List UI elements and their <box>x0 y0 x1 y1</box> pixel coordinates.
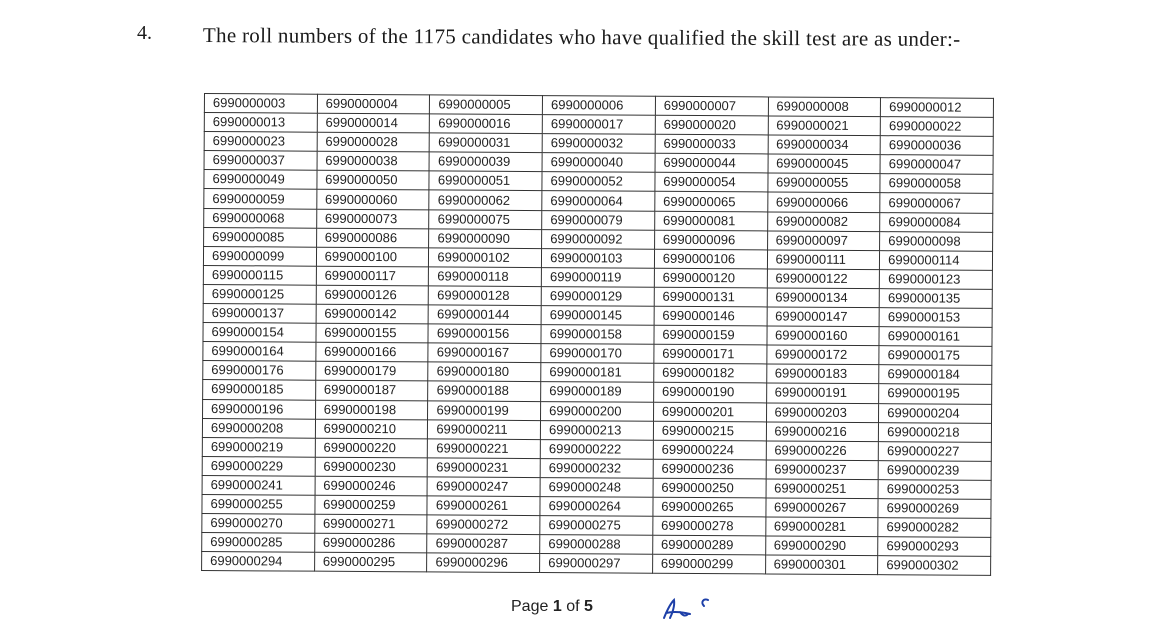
roll-number-cell: 6990000117 <box>316 266 429 286</box>
roll-number-cell: 6990000247 <box>427 477 540 497</box>
roll-number-cell: 6990000111 <box>767 250 880 270</box>
roll-number-cell: 6990000044 <box>655 154 768 174</box>
roll-number-cell: 6990000269 <box>878 499 991 519</box>
roll-number-cell: 6990000067 <box>880 193 993 213</box>
roll-number-cell: 6990000114 <box>880 250 993 270</box>
roll-number-cell: 6990000184 <box>879 365 992 385</box>
roll-number-cell: 6990000264 <box>540 497 653 517</box>
roll-number-cell: 6990000073 <box>316 209 429 229</box>
roll-number-cell: 6990000013 <box>204 113 317 133</box>
roll-number-cell: 6990000120 <box>654 268 767 288</box>
roll-number-cell: 6990000137 <box>203 304 316 324</box>
roll-number-cell: 6990000289 <box>653 535 766 555</box>
roll-number-cell: 6990000047 <box>880 155 993 175</box>
roll-number-cell: 6990000118 <box>429 267 542 287</box>
roll-number-table-container <box>201 93 994 576</box>
roll-number-cell: 6990000045 <box>768 154 881 174</box>
roll-number-cell: 6990000285 <box>202 533 315 553</box>
roll-number-cell: 6990000270 <box>202 514 315 534</box>
roll-number-cell: 6990000038 <box>317 151 430 171</box>
roll-number-cell: 6990000075 <box>429 209 542 229</box>
roll-number-cell: 6990000082 <box>767 212 880 232</box>
roll-number-cell: 6990000125 <box>203 284 316 304</box>
roll-number-cell: 6990000211 <box>428 419 541 439</box>
roll-number-cell: 6990000302 <box>878 556 991 576</box>
roll-number-cell: 6990000021 <box>768 116 881 136</box>
roll-number-cell: 6990000144 <box>428 305 541 325</box>
current-page-number: 1 <box>552 598 562 615</box>
roll-number-cell: 6990000123 <box>880 269 993 289</box>
roll-number-cell: 6990000287 <box>427 534 540 554</box>
roll-number-cell: 6990000052 <box>542 172 655 192</box>
roll-number-cell: 6990000301 <box>765 555 878 575</box>
roll-number-cell: 6990000084 <box>880 212 993 232</box>
table-row <box>202 552 991 576</box>
roll-number-cell: 6990000062 <box>429 190 542 210</box>
roll-number-cell: 6990000050 <box>317 171 430 191</box>
roll-number-cell: 6990000237 <box>766 460 879 480</box>
roll-number-cell: 6990000288 <box>540 535 653 555</box>
roll-number-cell: 6990000227 <box>878 441 991 461</box>
roll-number-cell: 6990000195 <box>879 384 992 404</box>
roll-number-cell: 6990000172 <box>766 345 879 365</box>
roll-number-cell: 6990000054 <box>655 173 768 193</box>
roll-number-cell: 6990000003 <box>204 94 317 114</box>
roll-number-cell: 6990000129 <box>541 287 654 307</box>
roll-number-cell: 6990000153 <box>879 308 992 328</box>
roll-number-cell: 6990000166 <box>316 342 429 362</box>
roll-number-cell: 6990000261 <box>427 496 540 516</box>
roll-number-cell: 6990000196 <box>203 399 316 419</box>
page-footer <box>511 598 593 616</box>
roll-number-table <box>201 93 994 576</box>
roll-number-cell: 6990000060 <box>316 190 429 210</box>
roll-number-cell: 6990000293 <box>878 537 991 557</box>
roll-number-cell: 6990000199 <box>428 400 541 420</box>
roll-number-cell: 6990000255 <box>202 494 315 514</box>
roll-number-cell: 6990000099 <box>203 246 316 266</box>
roll-number-cell: 6990000170 <box>541 344 654 364</box>
roll-number-cell: 6990000028 <box>317 132 430 152</box>
roll-number-cell: 6990000115 <box>203 265 316 285</box>
roll-number-cell: 6990000190 <box>653 383 766 403</box>
roll-number-cell: 6990000155 <box>316 323 429 343</box>
roll-number-cell: 6990000017 <box>542 115 655 135</box>
roll-number-cell: 6990000081 <box>654 211 767 231</box>
roll-number-cell: 6990000208 <box>202 418 315 438</box>
roll-number-cell: 6990000147 <box>767 307 880 327</box>
roll-number-cell: 6990000200 <box>541 401 654 421</box>
roll-number-cell: 6990000016 <box>430 114 543 134</box>
roll-number-cell: 6990000135 <box>879 289 992 309</box>
roll-number-cell: 6990000005 <box>430 95 543 115</box>
roll-number-cell: 6990000008 <box>768 97 881 117</box>
roll-number-cell: 6990000226 <box>766 441 879 461</box>
roll-number-cell: 6990000295 <box>314 552 427 572</box>
roll-number-cell: 6990000034 <box>768 135 881 155</box>
roll-number-cell: 6990000126 <box>316 285 429 305</box>
handwritten-signature-icon <box>660 596 720 620</box>
roll-number-cell: 6990000176 <box>203 361 316 381</box>
roll-number-cell: 6990000103 <box>542 248 655 268</box>
roll-number-cell: 6990000297 <box>540 554 653 574</box>
roll-number-cell: 6990000213 <box>541 420 654 440</box>
roll-number-cell: 6990000161 <box>879 327 992 347</box>
roll-number-cell: 6990000065 <box>655 192 768 212</box>
roll-number-cell: 6990000051 <box>429 171 542 191</box>
roll-number-cell: 6990000216 <box>766 422 879 442</box>
roll-number-cell: 6990000167 <box>428 343 541 363</box>
roll-number-cell: 6990000022 <box>880 117 993 137</box>
roll-number-cell: 6990000055 <box>767 173 880 193</box>
roll-number-cell: 6990000102 <box>429 248 542 268</box>
roll-number-cell: 6990000066 <box>767 192 880 212</box>
roll-number-cell: 6990000096 <box>654 230 767 250</box>
of-word: of <box>566 598 580 615</box>
roll-number-cell: 6990000036 <box>880 136 993 156</box>
roll-number-cell: 6990000128 <box>429 286 542 306</box>
roll-number-cell: 6990000179 <box>315 361 428 381</box>
roll-number-cell: 6990000203 <box>766 402 879 422</box>
roll-number-cell: 6990000079 <box>542 210 655 230</box>
roll-number-cell: 6990000012 <box>881 98 994 118</box>
roll-number-cell: 6990000164 <box>203 342 316 362</box>
roll-number-cell: 6990000189 <box>541 382 654 402</box>
roll-number-cell: 6990000040 <box>542 153 655 173</box>
roll-number-cell: 6990000250 <box>653 478 766 498</box>
roll-number-cell: 6990000220 <box>315 438 428 458</box>
roll-number-cell: 6990000241 <box>202 475 315 495</box>
roll-number-cell: 6990000219 <box>202 437 315 457</box>
roll-number-cell: 6990000142 <box>316 304 429 324</box>
roll-number-cell: 6990000294 <box>202 552 315 572</box>
roll-number-cell: 6990000058 <box>880 174 993 194</box>
roll-number-cell: 6990000106 <box>654 249 767 269</box>
roll-number-cell: 6990000171 <box>654 344 767 364</box>
roll-number-cell: 6990000007 <box>655 96 768 116</box>
roll-number-cell: 6990000159 <box>654 325 767 345</box>
roll-number-cell: 6990000090 <box>429 229 542 249</box>
roll-number-cell: 6990000248 <box>540 477 653 497</box>
roll-number-cell: 6990000218 <box>879 422 992 442</box>
roll-number-cell: 6990000231 <box>428 458 541 478</box>
roll-number-cell: 6990000210 <box>315 419 428 439</box>
total-pages-number: 5 <box>583 598 593 615</box>
roll-number-cell: 6990000230 <box>315 457 428 477</box>
roll-number-cell: 6990000119 <box>541 267 654 287</box>
roll-number-cell: 6990000032 <box>542 134 655 154</box>
roll-number-table-body <box>202 94 994 576</box>
roll-number-cell: 6990000272 <box>427 515 540 535</box>
roll-number-cell: 6990000259 <box>315 495 428 515</box>
roll-number-cell: 6990000154 <box>203 323 316 343</box>
roll-number-cell: 6990000183 <box>766 364 879 384</box>
roll-number-cell: 6990000267 <box>765 498 878 518</box>
roll-number-cell: 6990000131 <box>654 287 767 307</box>
roll-number-cell: 6990000296 <box>427 553 540 573</box>
roll-number-cell: 6990000180 <box>428 362 541 382</box>
roll-number-cell: 6990000232 <box>540 458 653 478</box>
roll-number-cell: 6990000064 <box>542 191 655 211</box>
roll-number-cell: 6990000251 <box>766 479 879 499</box>
roll-number-cell: 6990000134 <box>767 288 880 308</box>
roll-number-cell: 6990000204 <box>879 403 992 423</box>
roll-number-cell: 6990000282 <box>878 518 991 538</box>
roll-number-cell: 6990000281 <box>765 517 878 537</box>
roll-number-cell: 6990000033 <box>655 134 768 154</box>
roll-number-cell: 6990000059 <box>204 189 317 209</box>
roll-number-cell: 6990000187 <box>315 381 428 401</box>
roll-number-cell: 6990000299 <box>652 554 765 574</box>
roll-number-cell: 6990000004 <box>317 94 430 114</box>
roll-number-cell: 6990000271 <box>315 514 428 534</box>
roll-number-cell: 6990000049 <box>204 170 317 190</box>
roll-number-cell: 6990000068 <box>204 208 317 228</box>
roll-number-cell: 6990000290 <box>765 536 878 556</box>
roll-number-cell: 6990000188 <box>428 381 541 401</box>
roll-number-cell: 6990000286 <box>314 533 427 553</box>
roll-number-cell: 6990000224 <box>653 440 766 460</box>
roll-number-cell: 6990000122 <box>767 269 880 289</box>
roll-number-cell: 6990000215 <box>653 421 766 441</box>
roll-number-cell: 6990000185 <box>203 380 316 400</box>
roll-number-cell: 6990000156 <box>428 324 541 344</box>
roll-number-cell: 6990000100 <box>316 247 429 267</box>
roll-number-cell: 6990000158 <box>541 325 654 345</box>
roll-number-cell: 6990000031 <box>430 133 543 153</box>
roll-number-cell: 6990000160 <box>766 326 879 346</box>
roll-number-cell: 6990000181 <box>541 363 654 383</box>
section-text: The roll numbers of the 1175 candidates who have qualified the skill test are as under:- <box>202 22 961 51</box>
roll-number-cell: 6990000020 <box>655 115 768 135</box>
roll-number-cell: 6990000198 <box>315 400 428 420</box>
roll-number-cell: 6990000023 <box>204 132 317 152</box>
roll-number-cell: 6990000175 <box>879 346 992 366</box>
roll-number-cell: 6990000278 <box>653 516 766 536</box>
roll-number-cell: 6990000253 <box>878 480 991 500</box>
roll-number-cell: 6990000229 <box>202 456 315 476</box>
roll-number-cell: 6990000236 <box>653 459 766 479</box>
roll-number-cell: 6990000092 <box>542 229 655 249</box>
roll-number-cell: 6990000191 <box>766 383 879 403</box>
roll-number-cell: 6990000182 <box>654 364 767 384</box>
roll-number-cell: 6990000006 <box>542 96 655 116</box>
page-word: Page <box>511 598 549 615</box>
roll-number-cell: 6990000146 <box>654 306 767 326</box>
roll-number-cell: 6990000246 <box>315 476 428 496</box>
roll-number-cell: 6990000221 <box>428 439 541 459</box>
roll-number-cell: 6990000201 <box>653 402 766 422</box>
roll-number-cell: 6990000085 <box>204 227 317 247</box>
roll-number-cell: 6990000239 <box>878 460 991 480</box>
roll-number-cell: 6990000265 <box>653 497 766 517</box>
roll-number-cell: 6990000098 <box>880 231 993 251</box>
roll-number-cell: 6990000097 <box>767 231 880 251</box>
roll-number-cell: 6990000145 <box>541 306 654 326</box>
roll-number-cell: 6990000222 <box>540 439 653 459</box>
section-number: 4. <box>137 22 152 44</box>
roll-number-cell: 6990000039 <box>429 152 542 172</box>
roll-number-cell: 6990000086 <box>316 228 429 248</box>
roll-number-cell: 6990000014 <box>317 113 430 133</box>
roll-number-cell: 6990000275 <box>540 516 653 536</box>
roll-number-cell: 6990000037 <box>204 151 317 171</box>
